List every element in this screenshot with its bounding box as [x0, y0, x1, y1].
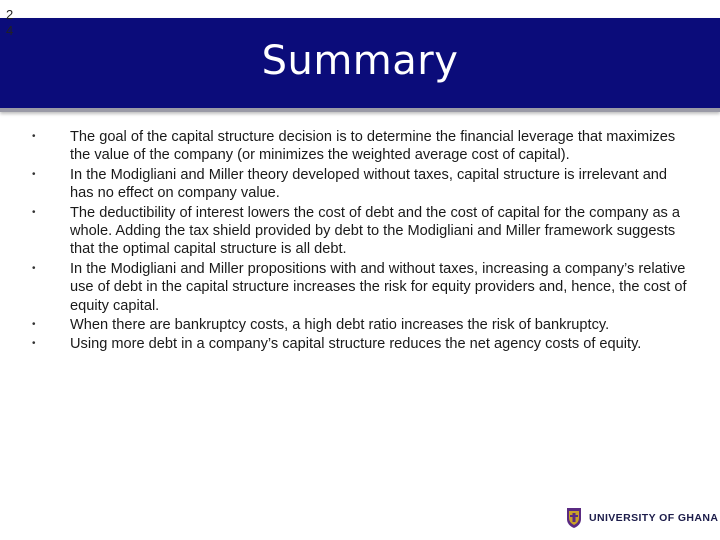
- bullet-item: [32, 166, 687, 203]
- bullet-item: [32, 128, 687, 165]
- bullet-dot-icon: •: [32, 262, 36, 274]
- bullet-text: When there are bankruptcy costs, a high debt ratio increases the risk of bankruptcy.: [70, 317, 610, 334]
- bullet-text: In the Modigliani and Miller propositions with and without taxes, increasing a company’s relative use of debt in the capital structure increases the risk for equity providers and, hence, the cost of equity capital.: [70, 260, 687, 314]
- bullet-dot-icon: •: [32, 206, 36, 218]
- bullet-item: [32, 204, 687, 259]
- bullet-text: The goal of the capital structure decision is to determine the financial leverage that maximizes the value of the company (or minimizes the weighted average cost of capital).: [70, 129, 676, 164]
- bullet-text: Using more debt in a company’s capital structure reduces the net agency costs of equity.: [70, 336, 642, 353]
- university-crest-icon: [566, 507, 582, 529]
- university-logo-text: UNIVERSITY OF GHANA: [589, 512, 719, 524]
- bullet-dot-icon: •: [32, 131, 36, 142]
- bullet-dot-icon: •: [32, 338, 36, 350]
- bullet-dot-icon: •: [32, 319, 36, 331]
- bullet-dot-icon: •: [32, 168, 36, 180]
- university-logo: [566, 506, 718, 530]
- bullet-text: In the Modigliani and Miller theory developed without taxes, capital structure is irrelevant and has no effect on company value.: [70, 166, 668, 202]
- title-band: [0, 18, 720, 112]
- bullet-list: [32, 128, 687, 355]
- bullet-item: [32, 316, 687, 334]
- bullet-item: [32, 335, 687, 353]
- slide-title: Summary: [261, 38, 459, 84]
- bullet-item: [32, 260, 687, 315]
- bullet-text: The deductibility of interest lowers the cost of debt and the cost of capital for the company as a whole. Adding the tax shield provided by debt to the Modigliani and Miller framework suggests that the optimal capital structure is all debt.: [70, 204, 681, 258]
- slide-number: 24: [6, 7, 14, 38]
